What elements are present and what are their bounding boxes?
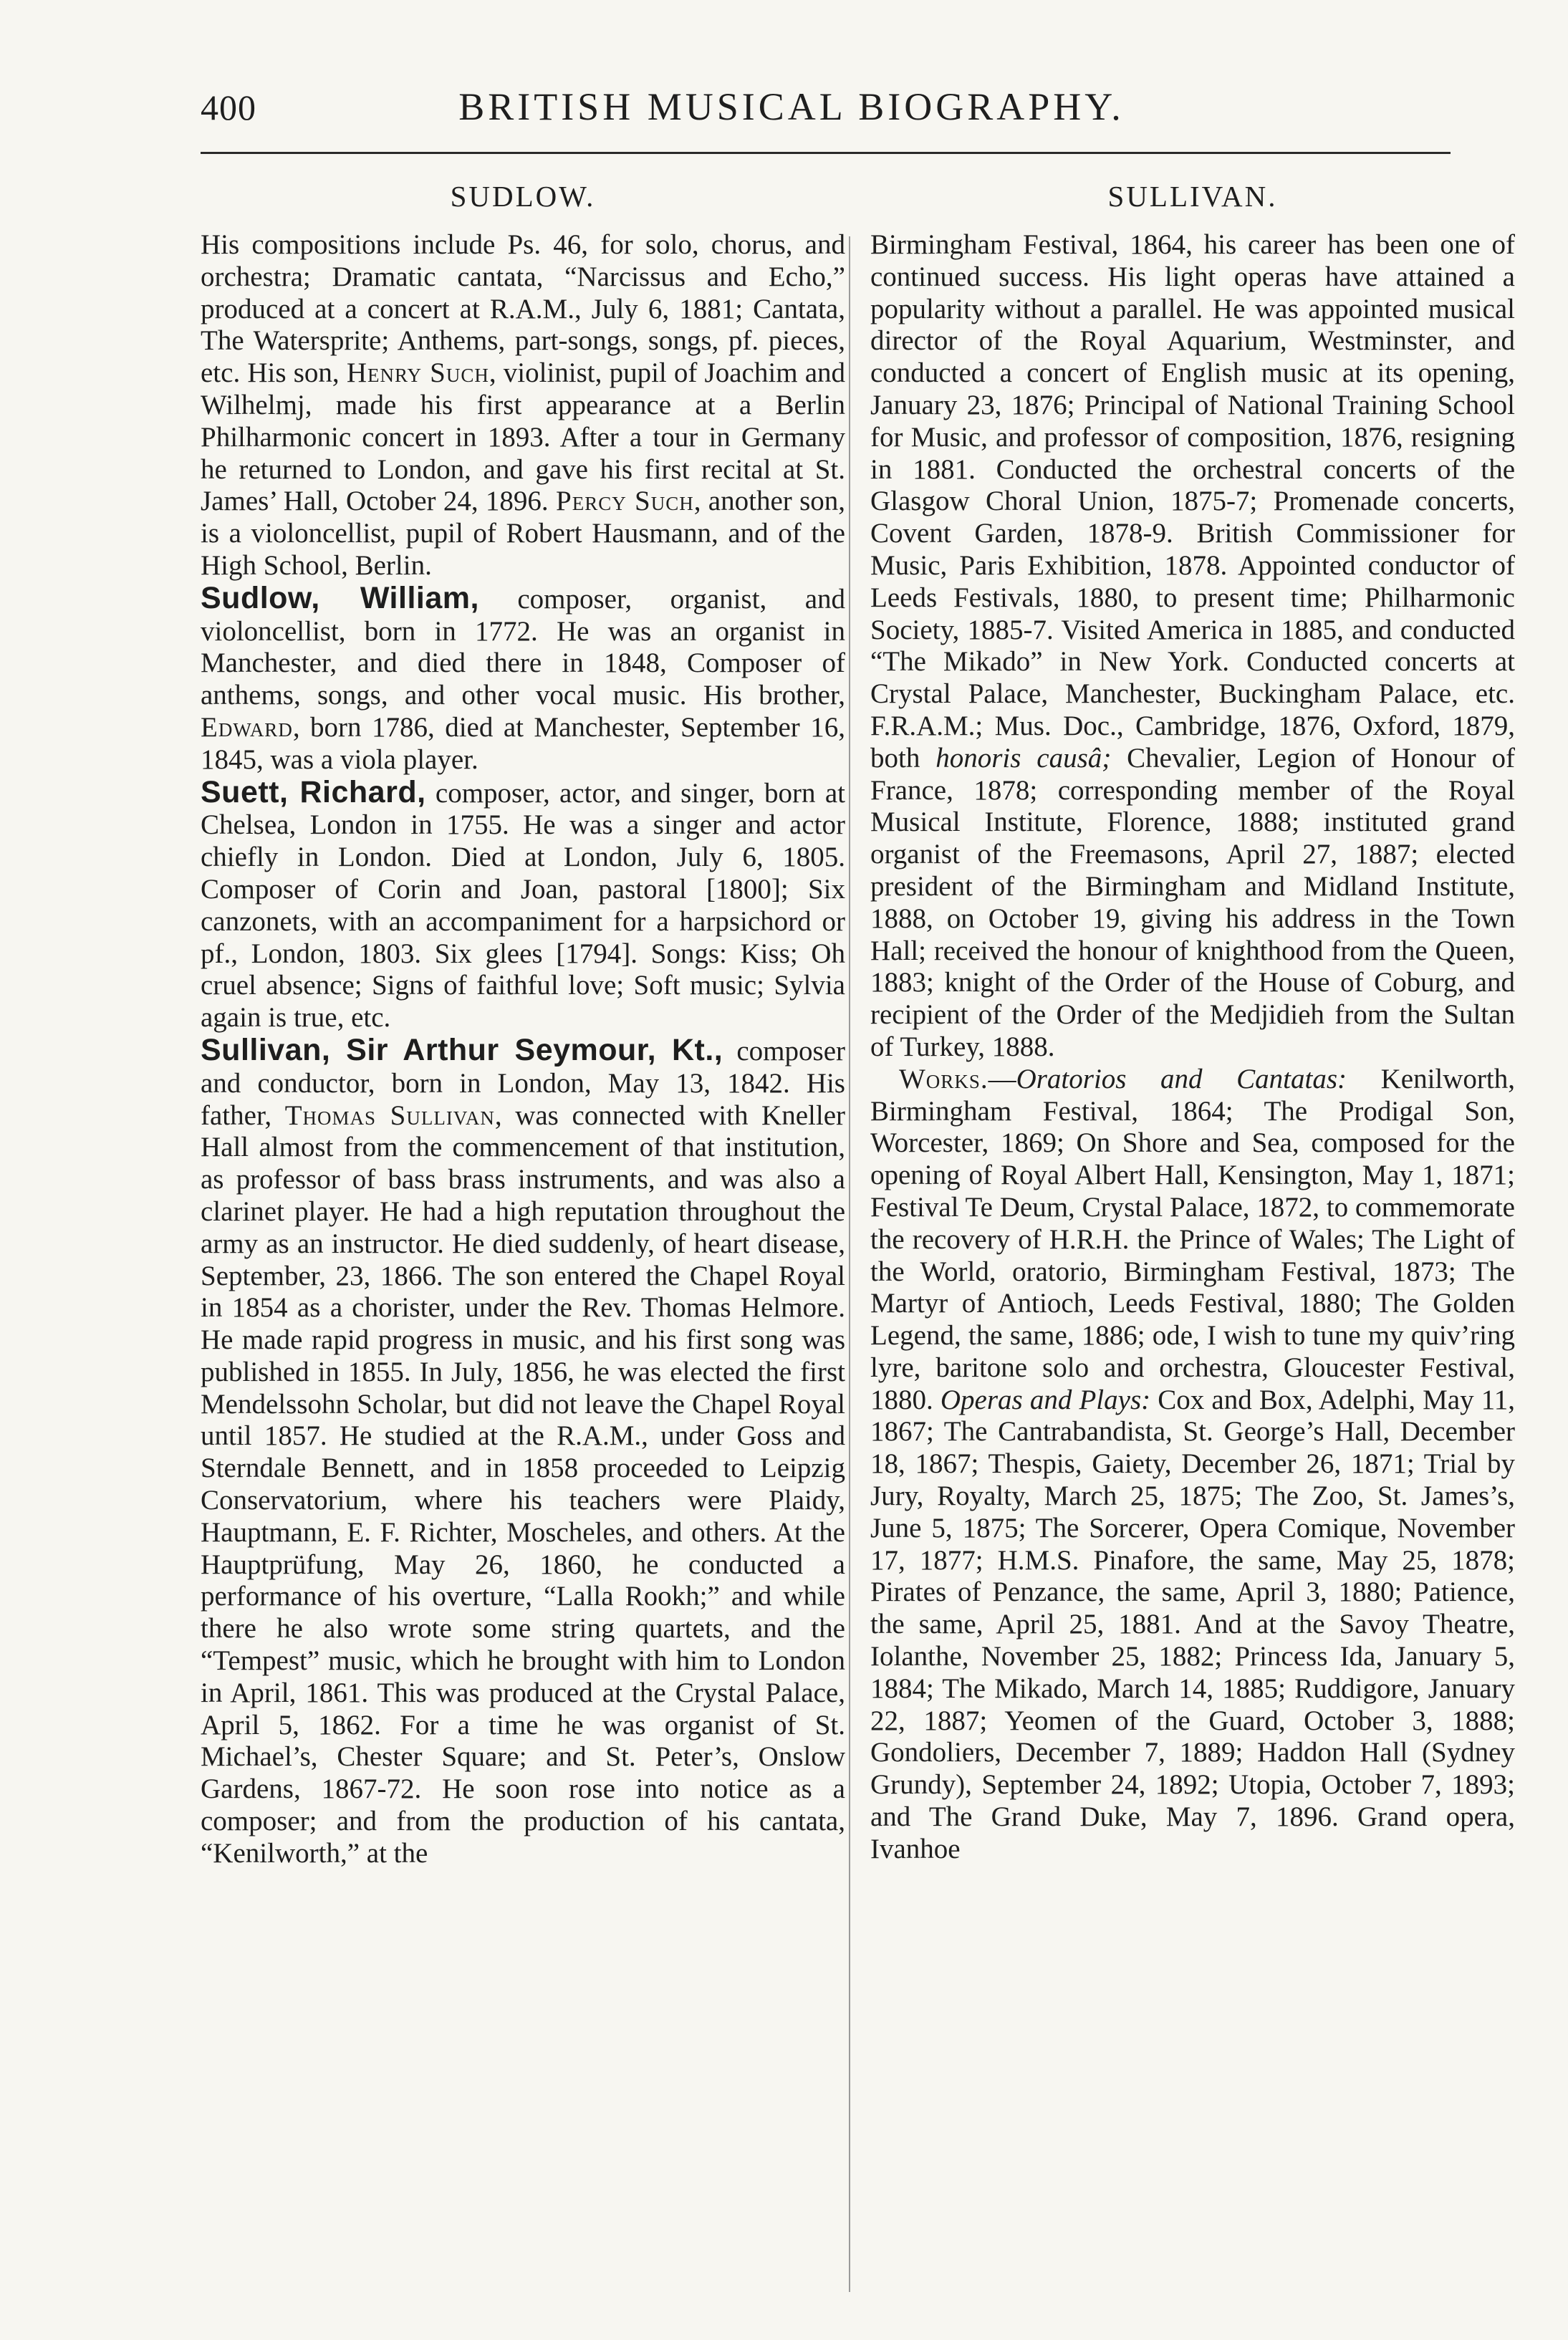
text-run: Birmingham Festival, 1864, his career has been one of continued success. His light operas have attained a popularity without a parallel. He was appointed musical director of the Royal Aquarium, Westminster, and conducted a concert of English music at its opening, January 23, 1876; Principal of National Training School for Music, and professor of composition, 1876, resigning in 1881. Conducted the orchestral concerts of the Glasgow Choral Union, 1875-7; Promenade concerts, Covent Garden, 1878-9. British Commissioner for Music, Paris Exhibition, 1878. Appointed conductor of Leeds Festivals, 1880, to present time; Philharmonic Society, 1885-7. Visited America in 1885, and conducted “The Mikado” in New York. Conducted concerts at Crystal Palace, Manchester, Buckingham Palace, etc. F.R.A.M.; Mus. Doc., Cambridge, 1876, Oxford, 1879, both <box>870 229 1515 774</box>
entry-suett-richard <box>201 776 845 1034</box>
text-run: composer, actor, and singer, born at Chelsea, London in 1755. He was a singer and actor chiefly in London. Died at London, July 6, 1805. Composer of Corin and Joan, pastoral [1800]; Six canzonets, with an accompaniment for a harpsichord or pf., London, 1803. Six glees [1794]. Songs: Kiss; Oh cruel absence; Signs of faithful love; Soft music; Sylvia again is true, etc. <box>201 777 845 1034</box>
person-name-percy-such: Percy Such <box>556 486 694 517</box>
person-name-thomas-sullivan: Thomas Sullivan <box>284 1099 495 1131</box>
page-number: 400 <box>201 87 256 127</box>
entry-sudlow-william <box>201 582 845 776</box>
works-label: Works. <box>899 1063 989 1094</box>
entry-sullivan-arthur <box>201 1034 845 1870</box>
italic-phrase-honoris-causa: honoris causâ; <box>935 742 1112 774</box>
text-run: , was connected with Kneller Hall almost from the commencement of that institution, as professor of bass brass instruments, and was also a clarinet player. He had a high reputation throughout the army as an instructor. He died suddenly, of heart disease, September, 23, 1866. The son entered the Chapel Royal in 1854 as a chorister, under the Rev. Thomas Helmore. He made rapid progress in music, and his first song was published in 1855. In July, 1856, he was elected the first Mendelssohn Scholar, but did not leave the Chapel Royal until 1857. He studied at the R.A.M., under Goss and Sterndale Bennett, and in 1858 proceeded to Leipzig Conservatorium, where his teachers were Plaidy, Hauptmann, E. F. Richter, Moscheles, and others. At the Hauptprüfung, May 26, 1860, he conducted a performance of his overture, “Lalla Rookh;” and while there he also wrote some string quartets, and the “Tempest” music, which he brought with him to London in April, 1861. This was produced at the Crystal Palace, April 5, 1862. For a time he was organist of St. Michael’s, Chester Square; and St. Peter’s, Onslow Gardens, 1867-72. He soon rose into notice as a composer; and from the production of his cantata, “Kenilworth,” at the <box>201 1099 845 1869</box>
text-run: , born 1786, died at Manchester, September 16, 1845, was a viola player. <box>201 711 845 775</box>
works-category-oratorios: Oratorios and Cantatas: <box>1016 1063 1347 1094</box>
right-column <box>870 179 1515 2299</box>
entry-name: Sudlow, William, <box>201 580 479 615</box>
text-run: composer, organist, and violoncellist, born in 1772. He was an organist in Manchester, and died there in 1848, Composer of anthems, songs, and other vocal music. His brother, <box>201 583 845 711</box>
person-name-edward: Edward <box>201 711 293 743</box>
text-run: , violinist, pupil of Joachim and Wilhelmj, made his first appearance at a Berlin Philharmonic concert in 1893. After a tour in Germany he returned to London, and gave his first recital at St. James’ Hall, October 24, 1896. <box>201 357 845 517</box>
text-run: Cox and Box, Adelphi, May 11, 1867; The Cantrabandista, St. George’s Hall, December 18, 1867; Thespis, Gaiety, December 26, 1871; Trial by Jury, Royalty, March 25, 1875; The Zoo, St. James’s, June 5, 1875; The Sorcerer, Opera Comique, November 17, 1877; H.M.S. Pinafore, the same, May 25, 1878; Pirates of Penzance, the same, April 3, 1880; Patience, the same, April 25, 1881. And at the Savoy Theatre, Iolanthe, November 25, 1882; Princess Ida, January 5, 1884; The Mikado, March 14, 1885; Ruddigore, January 22, 1887; Yeomen of the Guard, October 3, 1888; Gondoliers, December 7, 1889; Haddon Hall (Sydney Grundy), September 24, 1892; Utopia, October 7, 1893; and The Grand Duke, May 7, 1896. Grand opera, Ivanhoe <box>870 1384 1515 1864</box>
header-rule <box>201 152 1451 154</box>
text-run: , another son, is a violoncellist, pupil of Robert Hausmann, and of the High School, Berlin. <box>201 486 845 581</box>
page-header <box>201 85 1382 149</box>
person-name-henry-such: Henry Such <box>346 357 489 389</box>
entry-name: Suett, Richard, <box>201 774 426 809</box>
text-run: Chevalier, Legion of Honour of France, 1878; corresponding member of the Royal Musical Institute, Florence, 1888; instituted grand organist of the Freemasons, April 27, 1887; elected president of the Birmingham and Midland Institute, 1888, on October 19, giving his address in the Town Hall; received the honour of knighthood from the Queen, 1883; knight of the Order of the House of Coburg, and recipient of the Order of the Medjidieh from the Sultan of Turkey, 1888. <box>870 742 1515 1062</box>
entry-name: Sullivan, Sir Arthur Seymour, Kt., <box>201 1032 723 1067</box>
sullivan-works-paragraph <box>870 1064 1515 1866</box>
works-category-operas: Operas and Plays: <box>940 1384 1151 1415</box>
running-title: BRITISH MUSICAL BIOGRAPHY. <box>458 85 1125 128</box>
right-column-heading: SULLIVAN. <box>1107 180 1278 213</box>
sullivan-career-paragraph <box>870 229 1515 1064</box>
such-family-paragraph <box>201 229 845 582</box>
works-dash: — <box>988 1063 1016 1094</box>
text-run: composer and conductor, born in London, May 13, 1842. His father, <box>201 1035 845 1131</box>
text-run: Kenilworth, Birmingham Festival, 1864; The Prodigal Son, Worcester, 1869; On Shore and Sea, composed for the opening of Royal Albert Hall, Kensington, May 1, 1871; Festival Te Deum, Crystal Palace, 1872, to commemorate the recovery of H.R.H. the Prince of Wales; The Light of the World, oratorio, Birmingham Festival, 1873; The Martyr of Antioch, Leeds Festival, 1880; The Golden Legend, the same, 1886; ode, I wish to tune my quiv’ring lyre, baritone solo and orchestra, Gloucester Festival, 1880. <box>870 1063 1515 1415</box>
left-column-heading: SUDLOW. <box>450 180 596 213</box>
left-column <box>201 179 845 2299</box>
text-run: His compositions include Ps. 46, for solo, chorus, and orchestra; Dramatic cantata, “Narcissus and Echo,” produced at a concert at R.A.M., July 6, 1881; Cantata, The Watersprite; Anthems, part-songs, songs, pf. pieces, etc. His son, <box>201 229 845 389</box>
column-divider <box>849 236 850 2292</box>
